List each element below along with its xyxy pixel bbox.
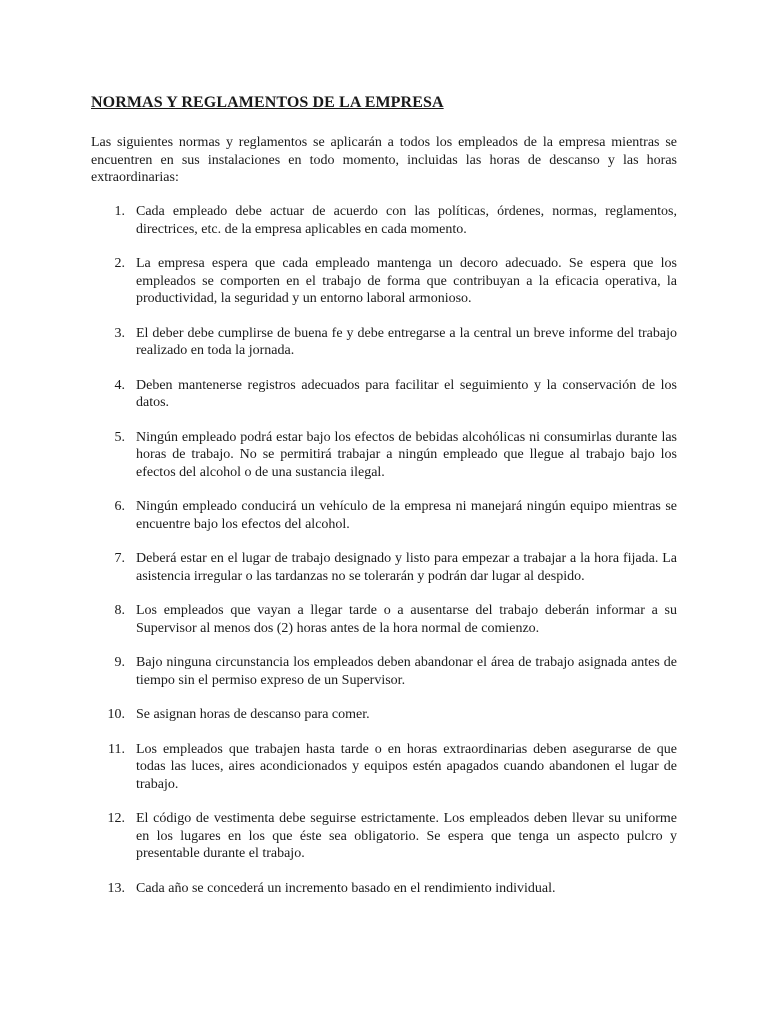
rule-number: 13.	[107, 880, 125, 896]
rule-number: 2.	[114, 256, 125, 271]
rule-number: 1.	[114, 204, 125, 219]
rule-item	[91, 429, 677, 482]
rule-text: Cada año se concederá un incremento basado en el rendimiento individual.	[136, 880, 556, 896]
rule-item	[91, 255, 677, 308]
rule-number: 3.	[114, 325, 125, 341]
document-title: NORMAS Y REGLAMENTOS DE LA EMPRESA	[91, 94, 444, 111]
rule-item	[91, 706, 677, 724]
rules-list	[91, 203, 677, 914]
rule-text: Cada empleado debe actuar de acuerdo con las políticas, órdenes, normas, reglamentos, directrices, etc. de la empresa aplicables en cada momento.	[136, 204, 677, 237]
rule-text: El deber debe cumplirse de buena fe y debe entregarse a la central un breve informe del trabajo realizado en toda la jornada.	[136, 325, 677, 358]
rule-number: 9.	[114, 655, 125, 670]
rule-text: Los empleados que vayan a llegar tarde o a ausentarse del trabajo deberán informar a su Supervisor al menos dos (2) horas antes de la hora normal de comienzo.	[136, 603, 677, 636]
rule-item	[91, 325, 677, 360]
rule-text: Los empleados que trabajen hasta tarde o en horas extraordinarias deben asegurarse de que todas las luces, aires acondicionados y equipos estén apagados cuando abandonen el lugar de trabajo.	[136, 741, 677, 792]
intro-paragraph: Las siguientes normas y reglamentos se aplicarán a todos los empleados de la empresa mientras se encuentren en sus instalaciones en todo momento, incluidas las horas de descanso y las horas extraordinarias:	[91, 135, 677, 185]
rule-item	[91, 602, 677, 637]
rule-item	[91, 203, 677, 238]
rule-number: 5.	[114, 429, 125, 445]
rule-text: El código de vestimenta debe seguirse estrictamente. Los empleados deben llevar su uniforme en los lugares en los que éste sea obligatorio. Se espera que tenga un aspecto pulcro y presentable durante el trabajo.	[136, 811, 677, 861]
rule-item	[91, 498, 677, 533]
rule-text: Deberá estar en el lugar de trabajo designado y listo para empezar a trabajar a la hora fijada. La asistencia irregular o las tardanzas no se tolerarán y podrán dar lugar al despido.	[136, 551, 677, 584]
rule-item	[91, 377, 677, 412]
rule-item	[91, 741, 677, 794]
rule-item	[91, 880, 677, 898]
rule-number: 12.	[107, 811, 125, 826]
rule-number: 11.	[108, 741, 125, 757]
rule-number: 4.	[114, 377, 125, 393]
rule-text: Ningún empleado podrá estar bajo los efectos de bebidas alcohólicas ni consumirlas durante las horas de trabajo. No se permitirá trabajar a ningún empleado que llegue al trabajo bajo los efectos del alcohol o de una sustancia ilegal.	[136, 429, 677, 480]
rule-item	[91, 654, 677, 689]
rule-text: La empresa espera que cada empleado mantenga un decoro adecuado. Se espera que los empleados se comporten en el trabajo de forma que contribuyan a la eficacia operativa, la productividad, la seguridad y un entorno laboral armonioso.	[136, 256, 677, 306]
rule-text: Se asignan horas de descanso para comer.	[136, 707, 370, 722]
rule-item	[91, 550, 677, 585]
rule-text: Bajo ninguna circunstancia los empleados deben abandonar el área de trabajo asignada antes de tiempo sin el permiso expreso de un Supervisor.	[136, 655, 677, 688]
rule-number: 8.	[114, 603, 125, 618]
rule-text: Deben mantenerse registros adecuados para facilitar el seguimiento y la conservación de los datos.	[136, 377, 677, 410]
rule-text: Ningún empleado conducirá un vehículo de la empresa ni manejará ningún equipo mientras se encuentre bajo los efectos del alcohol.	[136, 499, 677, 532]
rule-number: 6.	[114, 499, 125, 514]
rule-number: 7.	[114, 551, 125, 566]
rule-number: 10.	[107, 707, 125, 722]
rule-item	[91, 810, 677, 863]
